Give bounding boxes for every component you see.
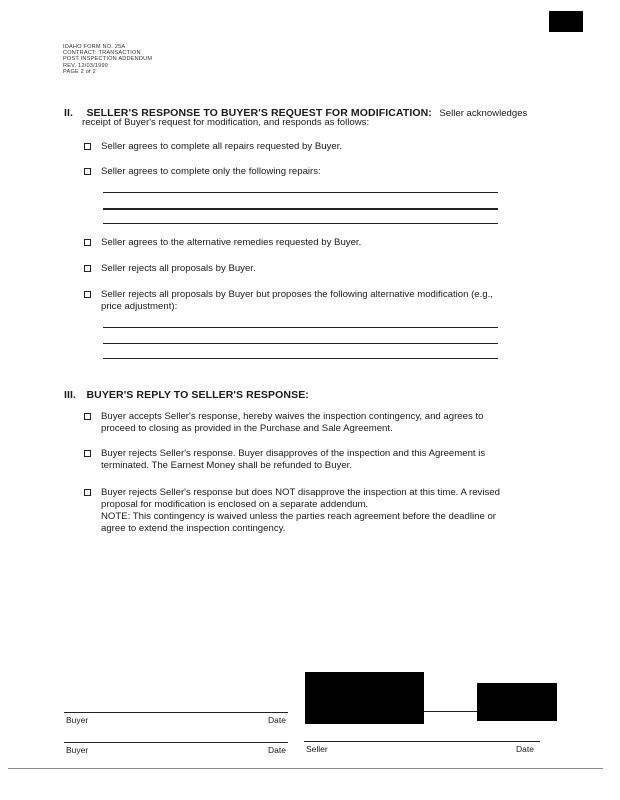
checkbox-buyer-accepts[interactable] [84, 413, 91, 420]
option-buyer-rejects-revise-note: NOTE: This contingency is waived unless the parties reach agreement before the deadline or [101, 511, 496, 522]
option-seller-proposes-alt: Seller rejects all proposals by Buyer but proposes the following alternative modification (e.g., [101, 289, 493, 300]
repairs-line-1[interactable] [103, 192, 498, 193]
section-2-title: SELLER'S RESPONSE TO BUYER'S REQUEST FOR MODIFICATION: [86, 107, 432, 119]
option-buyer-rejects-terminate-line: Buyer rejects Seller's response. Buyer disapproves of the inspection and this Agreement is [101, 448, 486, 459]
modification-line-3[interactable] [103, 358, 498, 359]
header-line: IDAHO FORM NO. 25A [63, 44, 126, 50]
option-buyer-accepts-line: proceed to closing as provided in the Purchase and Sale Agreement. [101, 423, 393, 434]
option-buyer-rejects-revise-line: Buyer rejects Seller's response but does NOT disapprove the inspection at this time. A revised [101, 487, 500, 498]
header-line: PAGE 2 of 2 [63, 68, 96, 75]
date-3-label: Date [516, 744, 534, 754]
seller-signature-line[interactable] [304, 741, 540, 742]
option-buyer-rejects-terminate-line: terminated. The Earnest Money shall be refunded to Buyer. [101, 460, 353, 471]
section-2-intro-line2: receipt of Buyer's request for modification, and responds as follows: [82, 117, 370, 128]
modification-line-1[interactable] [103, 327, 498, 328]
option-buyer-accepts [101, 411, 551, 435]
repairs-line-2[interactable] [103, 208, 498, 210]
buyer-2-signature-line[interactable] [64, 742, 288, 743]
redaction-signature-date [477, 683, 557, 721]
checkbox-seller-agrees-some[interactable] [84, 168, 91, 175]
seller-label: Seller [306, 744, 328, 754]
section-2-intro: Seller acknowledges [439, 108, 528, 119]
option-seller-alt-remedies: Seller agrees to the alternative remedies requested by Buyer. [101, 237, 362, 248]
header-line: REV. 12/03/1999 [63, 62, 109, 69]
redaction-signature-seller [305, 672, 424, 724]
checkbox-seller-proposes-alt[interactable] [84, 291, 91, 298]
buyer-1-label: Buyer [66, 715, 89, 725]
section-3-title: BUYER'S REPLY TO SELLER'S RESPONSE: [86, 389, 309, 401]
checkbox-buyer-rejects-terminate[interactable] [84, 450, 91, 457]
buyer-2-label: Buyer [66, 745, 89, 755]
checkbox-seller-agrees-all[interactable] [84, 143, 91, 150]
repairs-line-3[interactable] [103, 223, 498, 224]
checkbox-seller-rejects[interactable] [84, 265, 91, 272]
date-2-label: Date [268, 745, 286, 755]
date-1-label: Date [268, 715, 286, 725]
checkbox-seller-alt-remedies[interactable] [84, 239, 91, 246]
option-seller-rejects: Seller rejects all proposals by Buyer. [101, 263, 256, 274]
option-seller-agrees-all: Seller agrees to complete all repairs requested by Buyer. [101, 141, 343, 152]
option-buyer-rejects-revise [101, 487, 561, 535]
option-seller-agrees-some: Seller agrees to complete only the following repairs: [101, 166, 321, 177]
option-buyer-rejects-terminate [101, 448, 551, 472]
section-3-heading [64, 385, 309, 403]
bottom-edge-line [8, 768, 603, 769]
option-buyer-rejects-revise-line: proposal for modification is enclosed on a separate addendum. [101, 499, 369, 510]
modification-line-2[interactable] [103, 343, 498, 344]
option-buyer-rejects-revise-note: agree to extend the inspection contingency. [101, 523, 286, 534]
redaction-connector-line [424, 711, 477, 712]
buyer-1-signature-line[interactable] [64, 712, 288, 713]
header-line: POST INSPECTION ADDENDUM [63, 56, 153, 63]
checkbox-buyer-rejects-revise[interactable] [84, 489, 91, 496]
section-3-number: III. [64, 389, 77, 401]
option-buyer-accepts-line: Buyer accepts Seller's response, hereby waives the inspection contingency, and agrees to [101, 411, 484, 422]
form-header [63, 44, 152, 75]
section-2-number: II. [64, 107, 74, 119]
redaction-top-right [549, 11, 583, 32]
header-line: CONTRACT: TRANSACTION [63, 50, 141, 57]
option-seller-proposes-alt-line2: price adjustment): [101, 301, 178, 312]
